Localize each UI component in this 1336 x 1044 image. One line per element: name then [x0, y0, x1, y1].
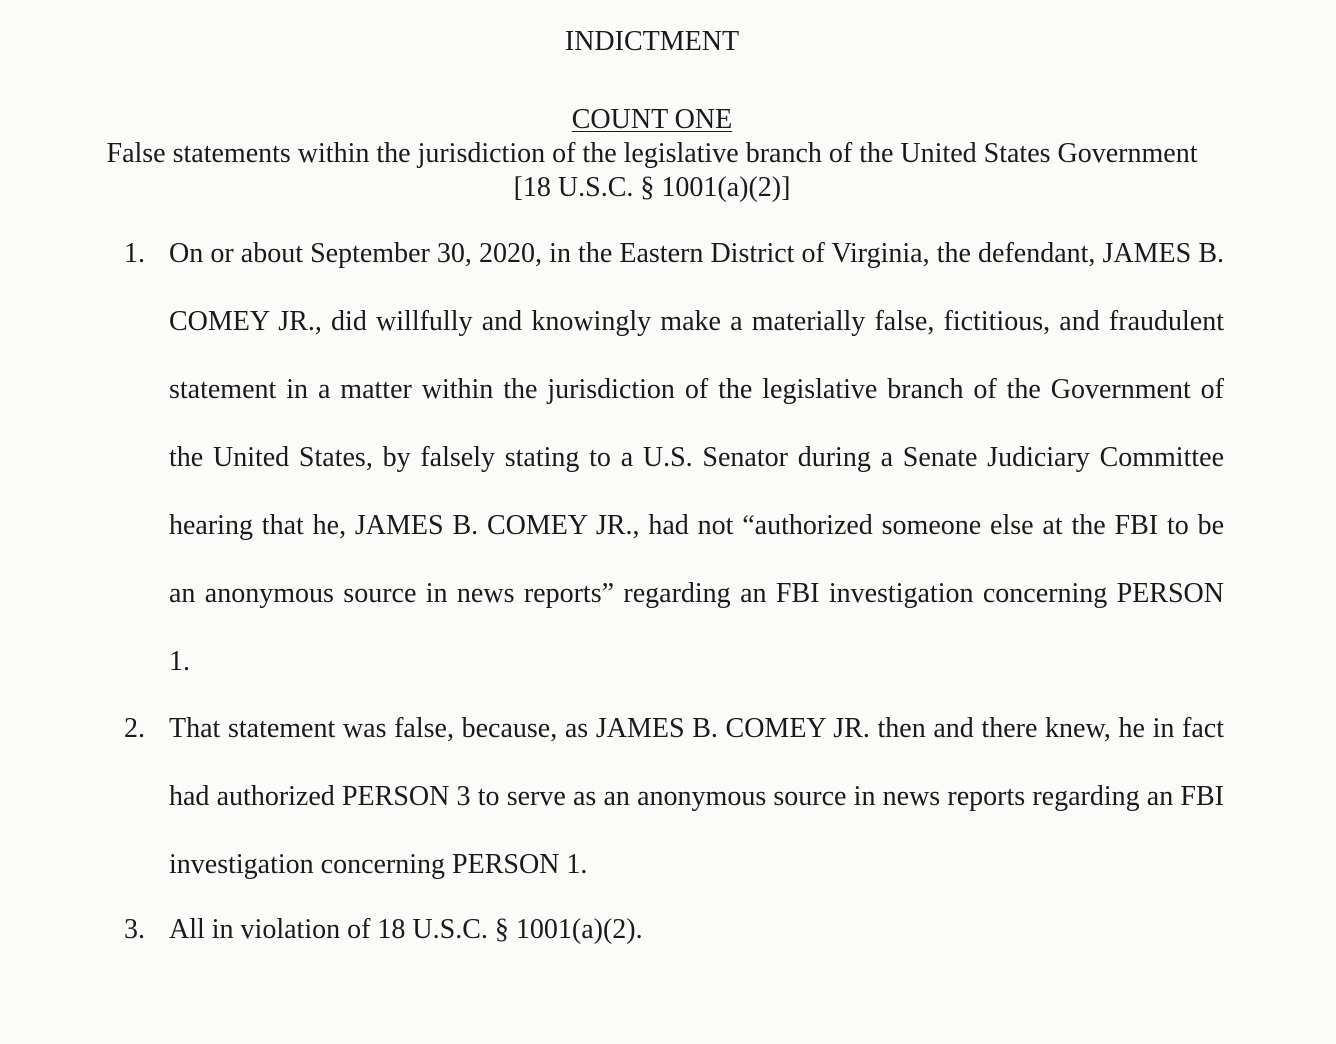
paragraph-number: 1. — [124, 238, 145, 269]
count-title: COUNT ONE — [571, 104, 733, 135]
document-title: INDICTMENT — [564, 26, 740, 57]
count-heading — [0, 104, 1320, 136]
paragraph-text: On or about September 30, 2020, in the Eastern District of Virginia, the defendant, JAMES B. COMEY JR., did willfully and knowingly make a materially false, fictitious, and fraudulent statement in a matter within the jurisdiction of the legislative branch of the Government of the United States, by falsely stating to a U.S. Senator during a Senate Judiciary Committee hearing that he, JAMES B. COMEY JR., had not “authorized someone else at the FBI to be an anonymous source in news reports” regarding an FBI investigation concerning PERSON 1. — [169, 238, 1224, 677]
paragraph-text: That statement was false, because, as JAMES B. COMEY JR. then and there knew, he in fact had authorized PERSON 3 to serve as an anonymous source in news reports regarding an FBI investigation concerning PERSON 1. — [169, 713, 1224, 880]
count-description: False statements within the jurisdiction of the legislative branch of the United States Government — [106, 138, 1198, 169]
count-citation: [18 U.S.C. § 1001(a)(2)] — [513, 172, 791, 203]
paragraph-text: All in violation of 18 U.S.C. § 1001(a)(2). — [169, 914, 643, 945]
paragraph-number: 3. — [124, 914, 145, 945]
paragraph-number: 2. — [124, 713, 145, 744]
